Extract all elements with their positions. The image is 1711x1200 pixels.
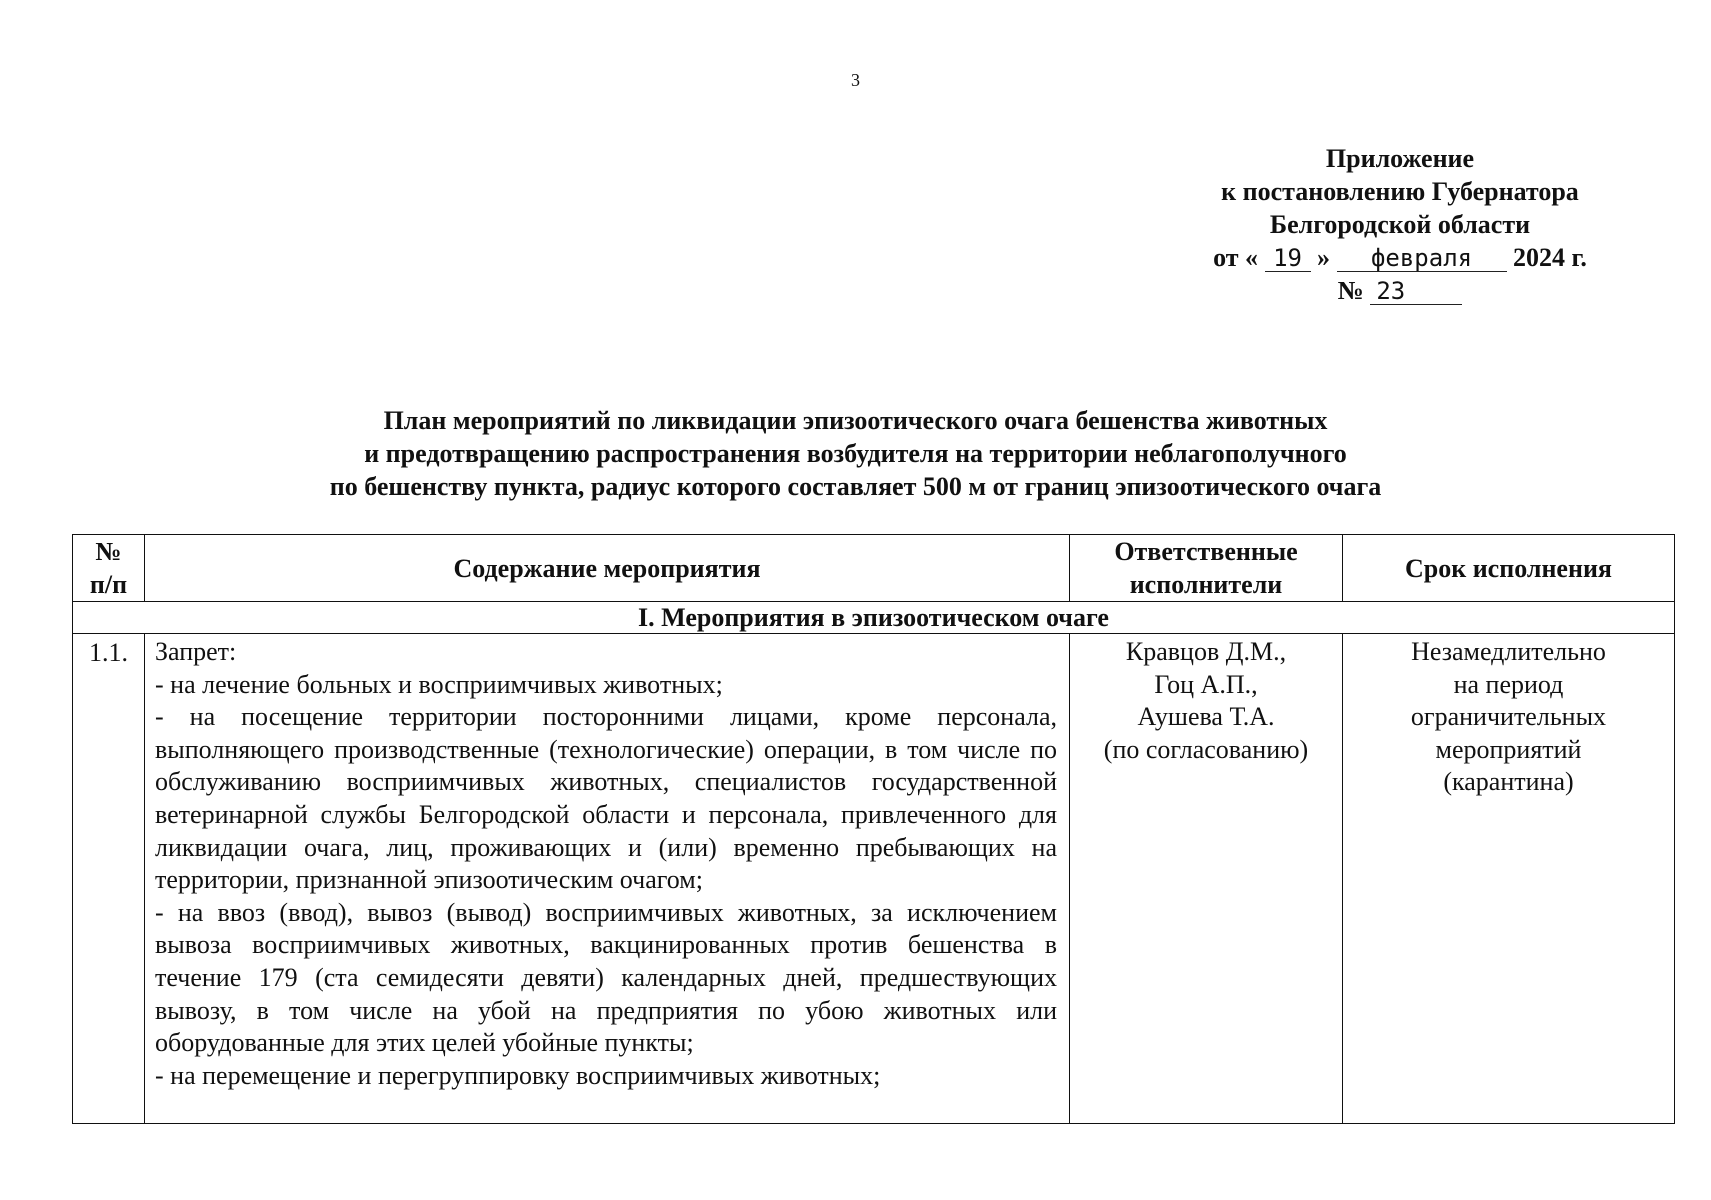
section-title: I. Мероприятия в эпизоотическом очаге bbox=[73, 602, 1675, 634]
header-responsible-line-2: исполнители bbox=[1129, 570, 1283, 599]
responsible-person: Кравцов Д.М., bbox=[1125, 637, 1287, 666]
plan-title bbox=[200, 404, 1511, 503]
row-content bbox=[145, 634, 1070, 1124]
header-number-line-2: п/п bbox=[89, 570, 128, 599]
header-content: Содержание мероприятия bbox=[145, 535, 1070, 602]
responsible-person: Гоц А.П., bbox=[1154, 669, 1258, 699]
plan-title-line-3: по бешенству пункта, радиус которого составляет 500 м от границ эпизоотического очага bbox=[329, 472, 1382, 501]
date-day: 19 bbox=[1265, 245, 1311, 272]
responsible-person: Аушева Т.А. bbox=[1137, 702, 1275, 732]
row-deadline bbox=[1343, 634, 1675, 1124]
appendix-block bbox=[1150, 142, 1650, 307]
section-row bbox=[73, 602, 1675, 634]
content-paragraph: - на посещение территории посторонними лицами, кроме персонала, выполняющего производственные (технологические) операции, в том числе по обслуживанию восприимчивых животных, специалистов государственной ветеринарной службы Белгородской области и персонала, привлеченного для ликвидации очага, лиц, проживающих и (или) временно пребывающих на территории, признанной эпизоотическим очагом; bbox=[155, 702, 1057, 895]
content-paragraph: - на лечение больных и восприимчивых животных; bbox=[155, 669, 723, 699]
header-responsible-line-1: Ответственные bbox=[1114, 537, 1298, 566]
plan-title-line-2: и предотвращению распространения возбудителя на территории неблагополучного bbox=[364, 439, 1347, 468]
responsible-note: (по согласованию) bbox=[1103, 734, 1309, 764]
content-paragraph: - на ввоз (ввод), вывоз (вывод) восприимчивых животных, за исключением вывоза восприимчивых животных, вакцинированных против бешенства в течение 179 (ста семидесяти девяти) календарных дней, предшествующих вывозу, в том числе на убой на предприятия по убою животных или оборудованные для этих целей убойные пункты; bbox=[155, 897, 1057, 1058]
row-responsible bbox=[1070, 634, 1343, 1124]
appendix-title: Приложение bbox=[1325, 144, 1475, 173]
deadline-line: Незамедлительно bbox=[1411, 637, 1606, 666]
deadline-line: ограничительных bbox=[1410, 702, 1607, 732]
measures-table bbox=[72, 534, 1675, 1124]
table-header-row bbox=[73, 535, 1675, 602]
page-number: 3 bbox=[851, 70, 860, 90]
content-paragraph: - на перемещение и перегруппировку восприимчивых животных; bbox=[155, 1060, 881, 1090]
appendix-date-line bbox=[1150, 241, 1650, 274]
date-year: 2024 г. bbox=[1513, 243, 1587, 272]
deadline-line: мероприятий bbox=[1435, 734, 1582, 764]
appendix-region-line: Белгородской области bbox=[1269, 210, 1531, 239]
appendix-number-line bbox=[1150, 274, 1650, 307]
header-deadline: Срок исполнения bbox=[1343, 535, 1675, 602]
number-prefix: № bbox=[1337, 276, 1364, 305]
date-prefix: от « bbox=[1213, 243, 1259, 272]
date-mid: » bbox=[1317, 243, 1331, 272]
deadline-line: на период bbox=[1453, 669, 1564, 699]
date-month: февраля bbox=[1337, 245, 1507, 272]
deadline-line: (карантина) bbox=[1443, 767, 1574, 797]
table-row bbox=[73, 634, 1675, 1124]
number-value: 23 bbox=[1370, 278, 1462, 305]
plan-title-line-1: План мероприятий по ликвидации эпизоотического очага бешенства животных bbox=[383, 406, 1328, 435]
header-number bbox=[73, 535, 145, 602]
appendix-decree-line: к постановлению Губернатора bbox=[1221, 177, 1579, 206]
header-responsible bbox=[1070, 535, 1343, 602]
header-number-line-1: № bbox=[95, 537, 122, 566]
row-number: 1.1. bbox=[73, 634, 145, 1124]
content-paragraph: Запрет: bbox=[155, 637, 237, 666]
